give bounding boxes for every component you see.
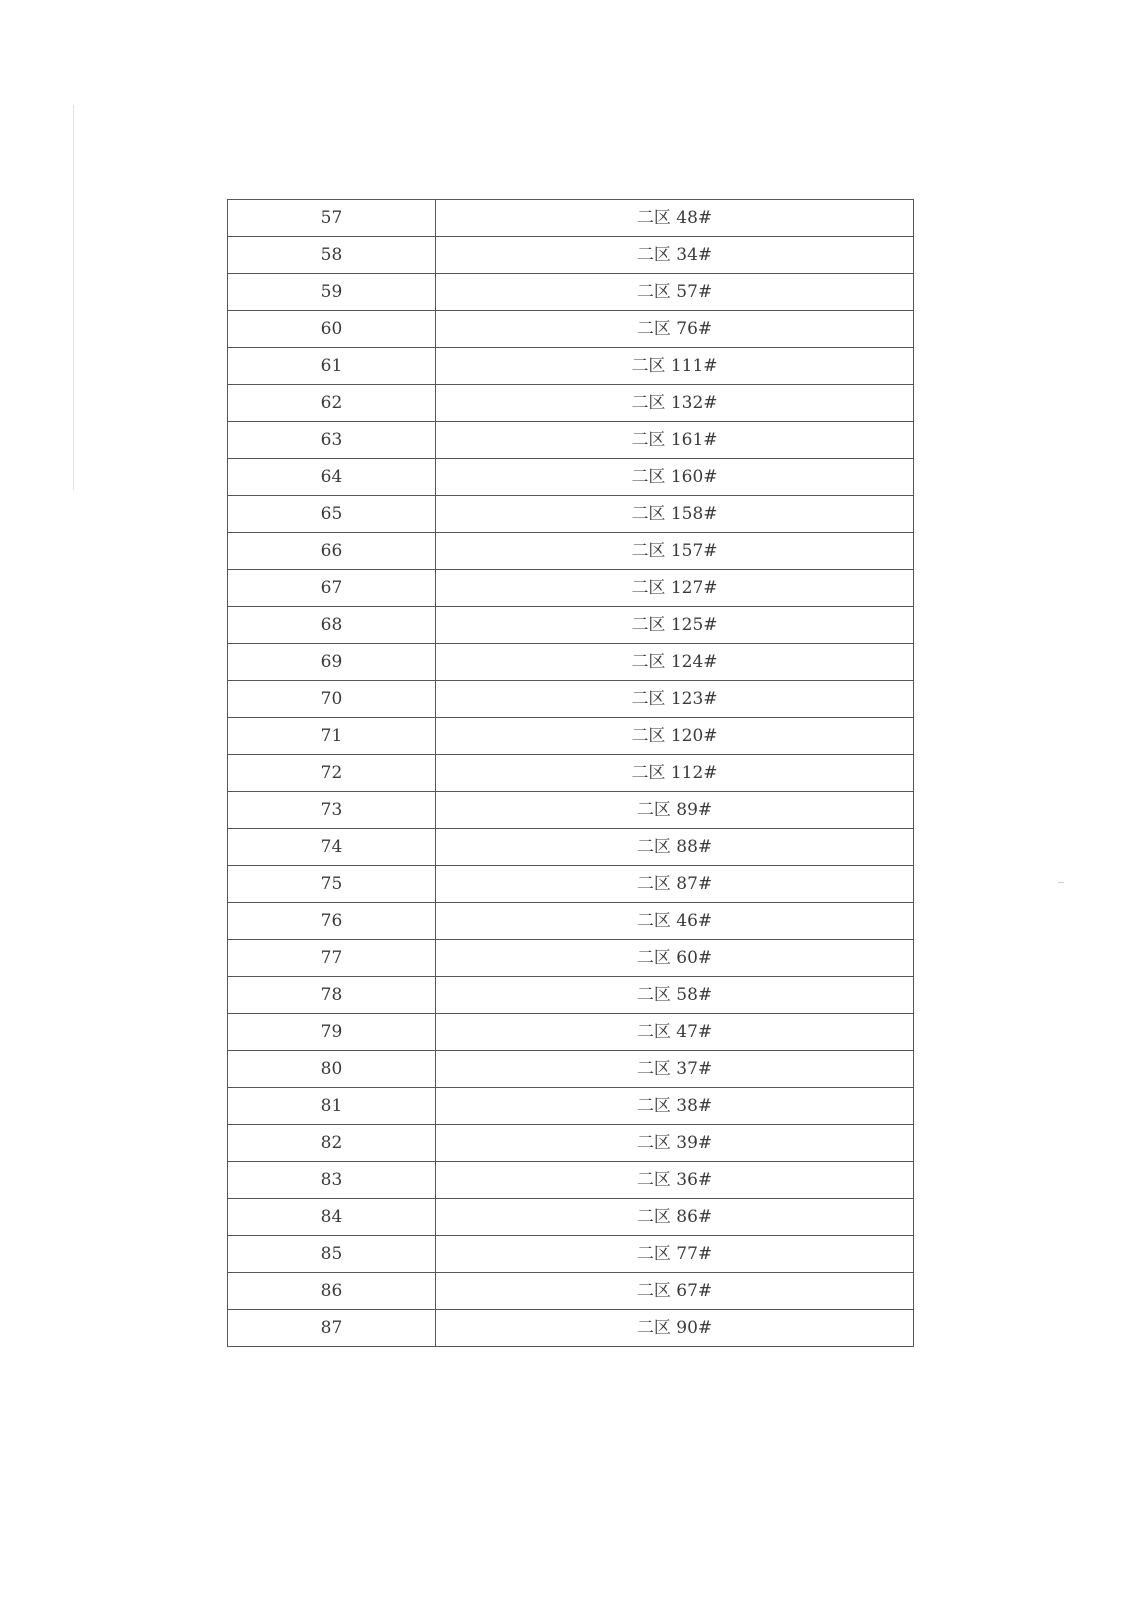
row-number-cell: 74 xyxy=(228,829,436,866)
row-number-cell: 67 xyxy=(228,570,436,607)
row-number-cell: 68 xyxy=(228,607,436,644)
row-number-cell: 64 xyxy=(228,459,436,496)
building-name-cell: 二区 57# xyxy=(436,274,914,311)
row-number-cell: 58 xyxy=(228,237,436,274)
scan-margin-line xyxy=(73,105,74,490)
building-name-cell: 二区 88# xyxy=(436,829,914,866)
row-number-cell: 79 xyxy=(228,1014,436,1051)
building-name-cell: 二区 120# xyxy=(436,718,914,755)
building-name-cell: 二区 157# xyxy=(436,533,914,570)
table-row xyxy=(228,1310,914,1347)
table-row xyxy=(228,829,914,866)
row-number-cell: 77 xyxy=(228,940,436,977)
table-row xyxy=(228,977,914,1014)
building-name-cell: 二区 77# xyxy=(436,1236,914,1273)
table-row xyxy=(228,940,914,977)
row-number-cell: 57 xyxy=(228,200,436,237)
table-row xyxy=(228,718,914,755)
row-number-cell: 59 xyxy=(228,274,436,311)
row-number-cell: 71 xyxy=(228,718,436,755)
building-name-cell: 二区 158# xyxy=(436,496,914,533)
table-row xyxy=(228,274,914,311)
building-name-cell: 二区 123# xyxy=(436,681,914,718)
row-number-cell: 85 xyxy=(228,1236,436,1273)
row-number-cell: 72 xyxy=(228,755,436,792)
building-name-cell: 二区 58# xyxy=(436,977,914,1014)
row-number-cell: 87 xyxy=(228,1310,436,1347)
table-row xyxy=(228,311,914,348)
table-row xyxy=(228,200,914,237)
building-name-cell: 二区 160# xyxy=(436,459,914,496)
building-name-cell: 二区 60# xyxy=(436,940,914,977)
row-number-cell: 84 xyxy=(228,1199,436,1236)
building-name-cell: 二区 48# xyxy=(436,200,914,237)
table-row xyxy=(228,755,914,792)
table-row xyxy=(228,1014,914,1051)
row-number-cell: 73 xyxy=(228,792,436,829)
building-name-cell: 二区 86# xyxy=(436,1199,914,1236)
building-name-cell: 二区 132# xyxy=(436,385,914,422)
building-name-cell: 二区 76# xyxy=(436,311,914,348)
building-name-cell: 二区 37# xyxy=(436,1051,914,1088)
table-body xyxy=(228,200,914,1347)
table-row xyxy=(228,792,914,829)
row-number-cell: 80 xyxy=(228,1051,436,1088)
table-row xyxy=(228,1236,914,1273)
building-name-cell: 二区 125# xyxy=(436,607,914,644)
row-number-cell: 82 xyxy=(228,1125,436,1162)
table-row xyxy=(228,607,914,644)
building-name-cell: 二区 46# xyxy=(436,903,914,940)
row-number-cell: 83 xyxy=(228,1162,436,1199)
building-name-cell: 二区 67# xyxy=(436,1273,914,1310)
table-row xyxy=(228,459,914,496)
table-row xyxy=(228,644,914,681)
building-name-cell: 二区 38# xyxy=(436,1088,914,1125)
table-row xyxy=(228,1051,914,1088)
table-row xyxy=(228,681,914,718)
row-number-cell: 61 xyxy=(228,348,436,385)
row-number-cell: 60 xyxy=(228,311,436,348)
row-number-cell: 76 xyxy=(228,903,436,940)
building-name-cell: 二区 47# xyxy=(436,1014,914,1051)
building-name-cell: 二区 34# xyxy=(436,237,914,274)
scan-speck xyxy=(1058,882,1064,883)
building-name-cell: 二区 124# xyxy=(436,644,914,681)
table-row xyxy=(228,1273,914,1310)
table-row xyxy=(228,570,914,607)
table-row xyxy=(228,348,914,385)
table-row xyxy=(228,533,914,570)
table-row xyxy=(228,237,914,274)
building-name-cell: 二区 87# xyxy=(436,866,914,903)
building-name-cell: 二区 36# xyxy=(436,1162,914,1199)
building-name-cell: 二区 112# xyxy=(436,755,914,792)
row-number-cell: 62 xyxy=(228,385,436,422)
building-list-table xyxy=(227,199,914,1347)
row-number-cell: 65 xyxy=(228,496,436,533)
row-number-cell: 75 xyxy=(228,866,436,903)
table-row xyxy=(228,1088,914,1125)
table-row xyxy=(228,422,914,459)
row-number-cell: 63 xyxy=(228,422,436,459)
table-row xyxy=(228,496,914,533)
table-row xyxy=(228,1125,914,1162)
row-number-cell: 86 xyxy=(228,1273,436,1310)
table-row xyxy=(228,1199,914,1236)
table-row xyxy=(228,903,914,940)
building-name-cell: 二区 127# xyxy=(436,570,914,607)
building-name-cell: 二区 90# xyxy=(436,1310,914,1347)
table-row xyxy=(228,866,914,903)
building-name-cell: 二区 161# xyxy=(436,422,914,459)
row-number-cell: 66 xyxy=(228,533,436,570)
building-name-cell: 二区 39# xyxy=(436,1125,914,1162)
table-row xyxy=(228,1162,914,1199)
table-row xyxy=(228,385,914,422)
building-name-cell: 二区 89# xyxy=(436,792,914,829)
row-number-cell: 70 xyxy=(228,681,436,718)
row-number-cell: 69 xyxy=(228,644,436,681)
row-number-cell: 81 xyxy=(228,1088,436,1125)
building-name-cell: 二区 111# xyxy=(436,348,914,385)
row-number-cell: 78 xyxy=(228,977,436,1014)
